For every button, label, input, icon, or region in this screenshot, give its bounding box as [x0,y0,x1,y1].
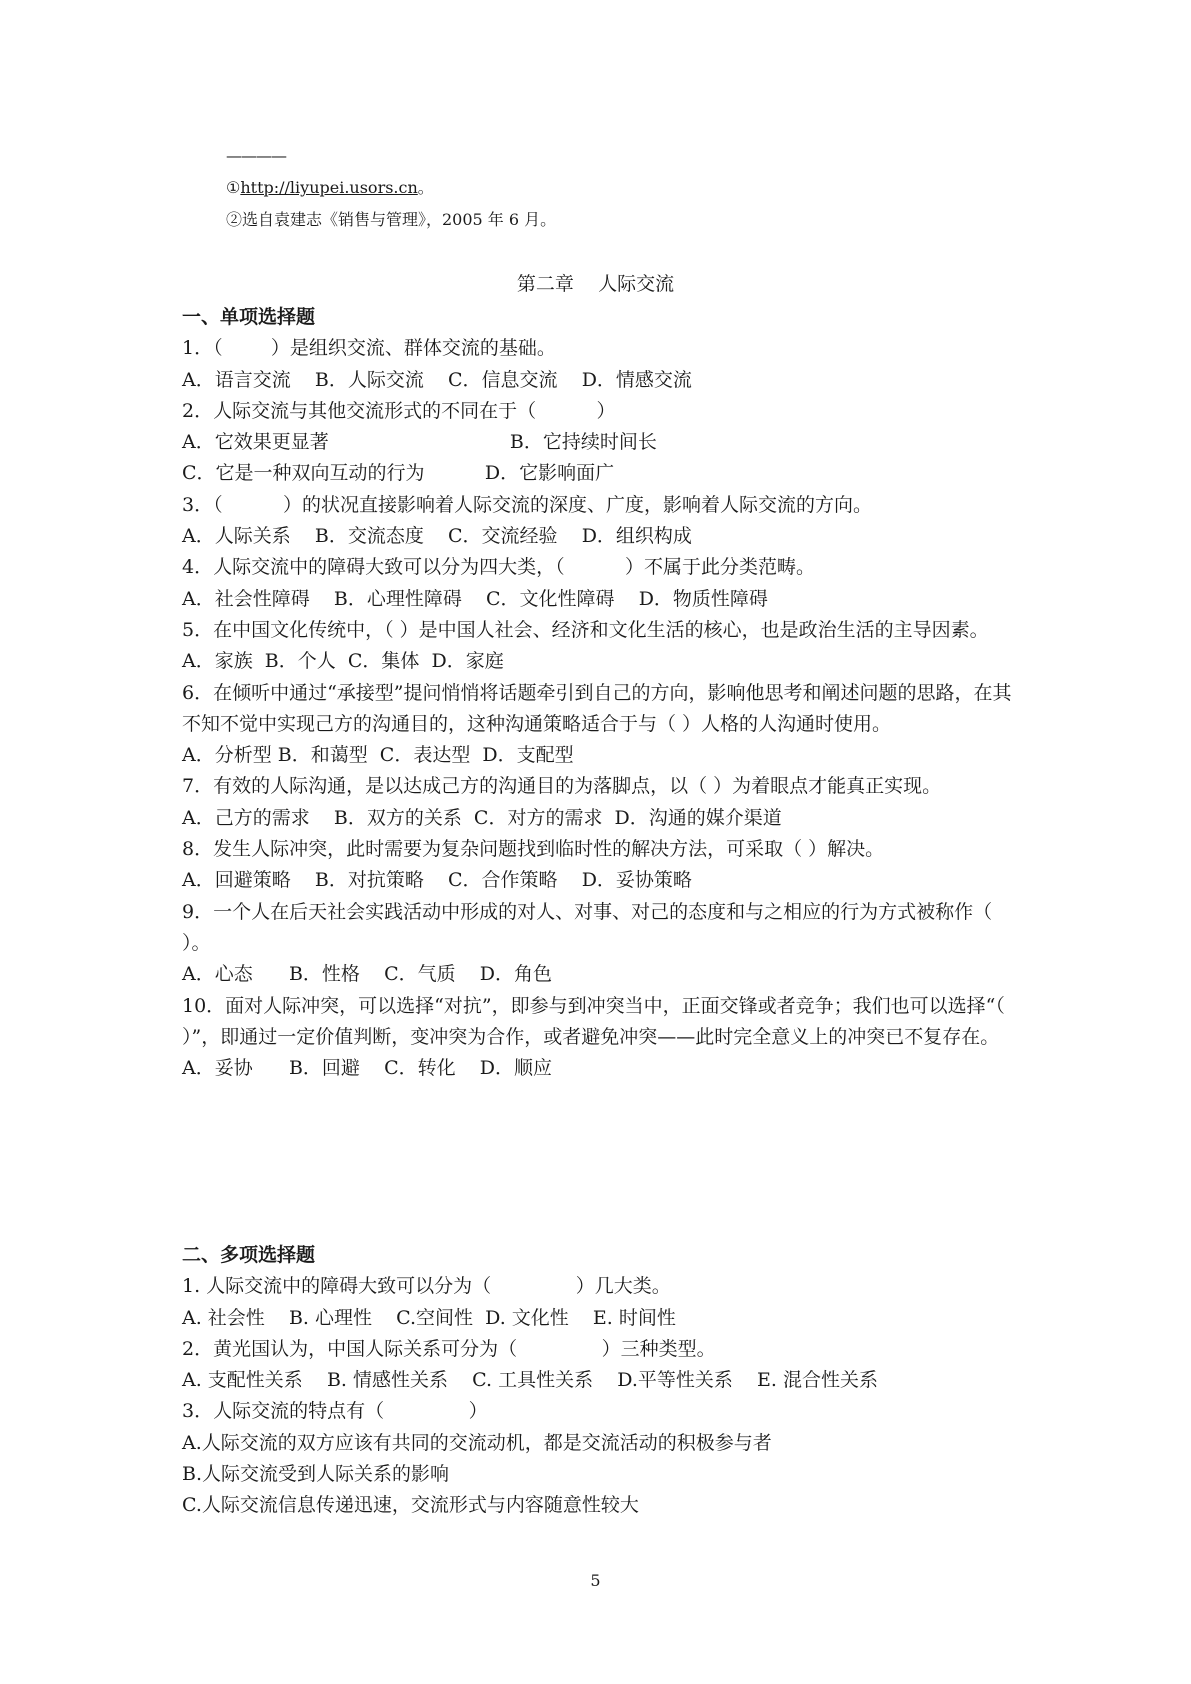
options-line: A．己方的需求 B．双方的关系 C．对方的需求 D．沟通的媒介渠道 [182,806,782,829]
options-line: A. 支配性关系 B. 情感性关系 C. 工具性关系 D.平等性关系 E. 混合性关系 [182,1369,878,1392]
footnote-1-marker: ① [226,178,241,197]
section-heading: 二、多项选择题 [182,1244,316,1266]
footnote-1-suffix: 。 [417,178,434,197]
section-multiple-choice [182,1240,1012,1522]
page-number: 5 [590,1571,601,1590]
footnote-2: ②选自袁建志《销售与管理》，2005 年 6 月。 [226,210,557,229]
options-line: C．它是一种双向互动的行为 D．它影响面广 [182,462,615,485]
question-line: 2．人际交流与其他交流形式的不同在于（ ） [182,399,616,422]
footnotes [226,140,556,236]
options-line: A．语言交流 B．人际交流 C．信息交流 D．情感交流 [182,368,692,391]
options-line: A．分析型 B．和蔼型 C．表达型 D．支配型 [182,744,574,767]
options-line: A．它效果更显著 B．它持续时间长 [182,431,657,454]
question-paragraph: 9．一个人在后天社会实践活动中形成的对人、对事、对己的态度和与之相应的行为方式被称作（ ）。 [182,900,993,954]
section-heading: 一、单项选择题 [182,306,316,328]
options-line: A．社会性障碍 B．心理性障碍 C．文化性障碍 D．物质性障碍 [182,587,768,610]
question-line: 3．人际交流的特点有（ ） [182,1400,488,1423]
options-line: A. 社会性 B. 心理性 C.空间性 D. 文化性 E. 时间性 [182,1306,676,1329]
question-paragraph: 6．在倾听中通过“承接型”提问悄悄将话题牵引到自己的方向，影响他思考和阐述问题的思路，在其不知不觉中实现己方的沟通目的，这种沟通策略适合于与（ ）人格的人沟通时使用。 [182,681,1012,735]
question-line: 4．人际交流中的障碍大致可以分为四大类，（ ）不属于此分类范畴。 [182,556,815,579]
question-line: 3．（ ）的状况直接影响着人际交流的深度、广度，影响着人际交流的方向。 [182,493,872,516]
options-line: A.人际交流的双方应该有共同的交流动机，都是交流活动的积极参与者 [182,1431,772,1454]
chapter-title: 第二章 人际交流 [516,273,675,295]
section-single-choice [182,302,1012,1084]
question-paragraph: 8．发生人际冲突，此时需要为复杂问题找到临时性的解决方法，可采取（ ）解决。 [182,838,885,861]
footnote-rule: ———— [226,146,286,165]
question-paragraph: 5．在中国文化传统中，（ ）是中国人社会、经济和文化生活的核心，也是政治生活的主导因素。 [182,618,989,641]
options-line: A．妥协 B．回避 C．转化 D．顺应 [182,1057,553,1080]
options-line: A．人际关系 B．交流态度 C．交流经验 D．组织构成 [182,525,692,548]
footnote-1-link[interactable]: http://liyupei.usors.cn [240,178,418,197]
question-paragraph: 7．有效的人际沟通，是以达成己方的沟通目的为落脚点，以（ ）为着眼点才能真正实现。 [182,775,942,798]
question-line: 1. 人际交流中的障碍大致可以分为（ ）几大类。 [182,1275,671,1298]
question-line: 2．黄光国认为，中国人际关系可分为（ ）三种类型。 [182,1337,716,1360]
options-line: B.人际交流受到人际关系的影响 [182,1463,450,1486]
question-line: 1．（ ）是组织交流、群体交流的基础。 [182,337,556,360]
options-line: A．心态 B．性格 C．气质 D．角色 [182,963,553,986]
options-line: C.人际交流信息传递迅速，交流形式与内容随意性较大 [182,1494,639,1517]
options-line: A．回避策略 B．对抗策略 C．合作策略 D．妥协策略 [182,869,692,892]
options-line: A．家族 B．个人 C．集体 D．家庭 [182,650,504,673]
footnote-1 [226,172,556,204]
question-paragraph: 10．面对人际冲突，可以选择“对抗”，即参与到冲突当中，正面交锋或者竞争；我们也可以选择“（ ）”，即通过一定价值判断，变冲突为合作，或者避免冲突——此时完全意义上的冲突已不复存在。 [182,994,1005,1048]
